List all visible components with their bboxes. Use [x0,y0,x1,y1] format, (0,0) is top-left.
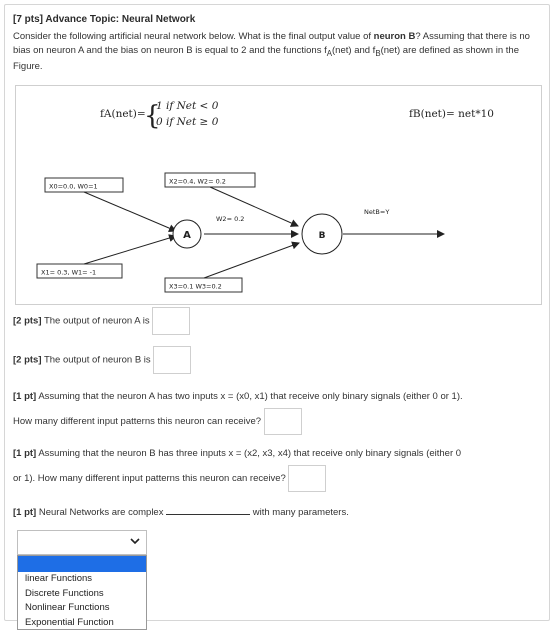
dropdown-option[interactable]: Exponential Function [18,616,146,630]
prompt-text-1: Consider the following artificial neural network below. What is the final output value of [13,31,374,42]
edge-x3-b [204,243,299,278]
neuron-a-label: A [183,230,191,241]
chevron-down-icon [130,537,140,548]
prompt-sub-b: B [375,48,380,57]
dropdown-option[interactable]: Discrete Functions [18,587,146,602]
question-prompt [13,30,538,73]
network-figure [15,85,542,305]
dropdown-option[interactable]: Nonlinear Functions [18,601,146,616]
fa-case-1: 1 if Net < 0 [156,100,219,112]
function-select[interactable] [17,530,147,555]
network-diagram [16,86,543,306]
q1-text: The output of neuron A is [44,316,150,327]
q4-text-2: or 1). How many different input patterns this neuron can receive? [13,473,286,484]
function-dropdown-list [17,555,147,630]
prompt-bold: neuron B [374,31,416,42]
q2-points: [2 pts] [13,355,42,366]
q3-text-1: Assuming that the neuron A has two inputs x = (x0, x1) that receive only binary signals (either 0 or 1). [38,391,462,402]
edge-x0-a [84,192,176,231]
answer-patterns-b-input[interactable] [288,465,326,492]
prompt-text-2: ? Assuming that there is no bias on neuron A and the bias on neuron B is equal to 2 and the functions f [13,31,530,56]
question-output-b [13,346,191,374]
blank-line [166,505,250,515]
input3-label: X3=0.1 W3=0.2 [169,283,222,291]
input2-label: X2=0.4, W2= 0.2 [169,178,226,186]
prompt-sub-a: A [327,48,332,57]
answer-output-b-input[interactable] [153,346,191,374]
question-header: [7 pts] Advance Topic: Neural Network [13,14,195,25]
answer-output-a-input[interactable] [152,307,190,335]
q4-text-1: Assuming that the neuron B has three inputs x = (x2, x3, x4) that receive only binary signals (either 0 [38,448,461,459]
q5-text-after: with many parameters. [253,507,349,518]
dropdown-highlighted-option[interactable] [18,556,146,572]
input1-label: X1= 0.3, W1= -1 [41,269,96,277]
fa-brace: { [144,101,161,131]
q5-points: [1 pt] [13,507,36,518]
question-output-a [13,307,190,335]
prompt-text-4: (net) are defined as shown in the Figure. [13,45,519,72]
question-patterns-b [13,446,543,492]
question-card [4,4,550,621]
answer-patterns-a-input[interactable] [264,408,302,435]
q5-text-before: Neural Networks are complex [39,507,164,518]
q4-points: [1 pt] [13,448,36,459]
q1-points: [2 pts] [13,316,42,327]
question-patterns-a [13,389,543,435]
q3-text-2: How many different input patterns this neuron can receive? [13,416,261,427]
q2-text: The output of neuron B is [44,355,151,366]
question-complex [13,505,349,520]
prompt-text-3: (net) and f [332,45,375,56]
fb-label: fB(net)= net*10 [409,108,494,120]
q3-points: [1 pt] [13,391,36,402]
input0-label: X0=0.0, W0=1 [49,183,98,191]
dropdown-option[interactable]: linear Functions [18,572,146,587]
edge-weight-label: W2= 0.2 [216,215,244,223]
fa-label: fA(net)= [100,108,146,120]
neuron-b-label: B [319,231,326,241]
fa-case-2: 0 if Net ≥ 0 [156,116,219,128]
edge-x1-a [84,236,176,264]
net-output-label: NetB=Y [364,208,389,216]
